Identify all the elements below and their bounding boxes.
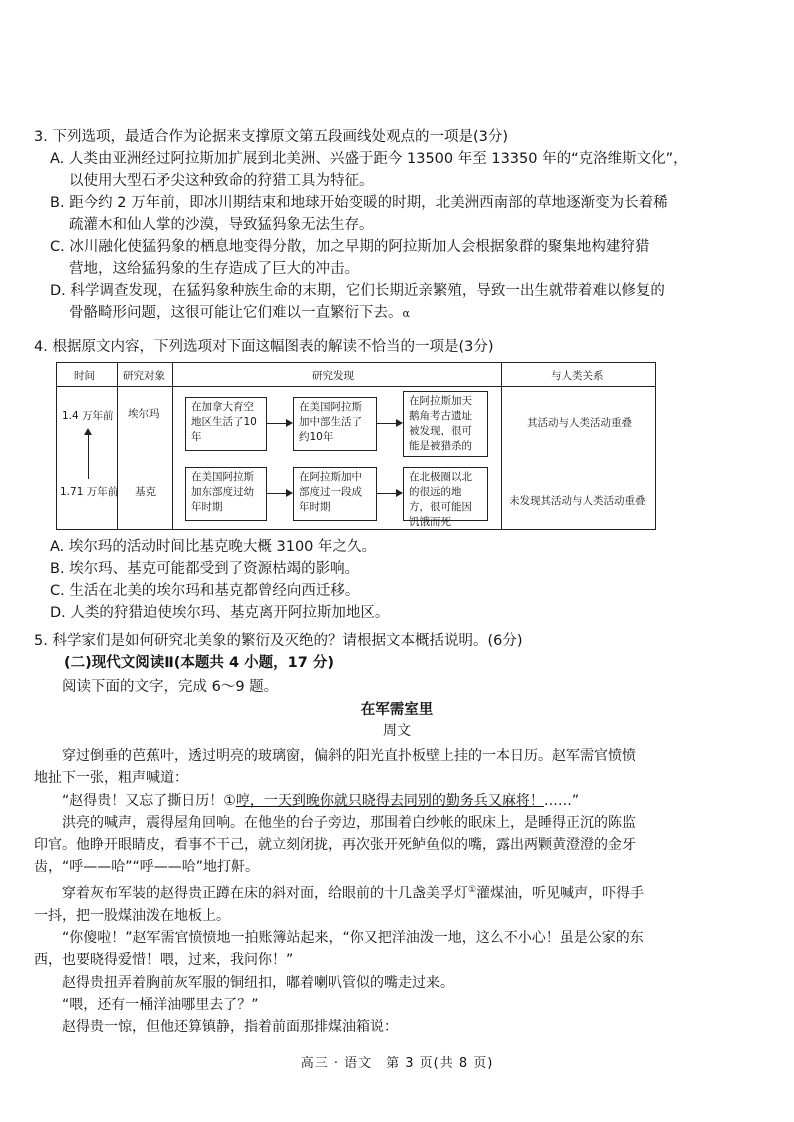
- section-title: (二)现代文阅读Ⅱ(本题共 4 小题，17 分): [64, 655, 334, 671]
- option-text: 人类的狩猎迫使埃尔玛、基克离开阿拉斯加地区。: [70, 605, 390, 621]
- option-c: C. 冰川融化使猛犸象的栖息地变得分散，加之早期的阿拉斯加人会根据象群的聚集地构建狩猎 营地，这给猛犸象的生存造成了巨大的冲击。: [34, 236, 760, 280]
- question-5: [34, 630, 760, 652]
- paragraph: “喂，还有一桶洋油哪里去了？”: [62, 996, 259, 1013]
- option-text: 人类由亚洲经过阿拉斯加扩展到北美洲、兴盛于距今 13500 年至 13350 年的“克洛维斯文化”，: [68, 151, 688, 167]
- annotation-mark: ①: [223, 792, 236, 809]
- option-text: 骨骼畸形问题，这很可能让它们难以一直繁衍下去。: [69, 305, 403, 321]
- option-text: 埃尔玛的活动时间比基克晚大概 3100 年之久。: [68, 539, 377, 555]
- option-d: D. 人类的狩猎迫使埃尔玛、基克离开阿拉斯加地区。: [50, 605, 390, 621]
- option-d: D. 科学调查发现，在猛犸象种族生命的末期，它们长期近亲繁殖，导致一出生就带着难以修复的 骨骼畸形问题，这很可能让它们难以一直繁衍下去。α: [50, 283, 665, 321]
- paragraph-line: 印官。他睁开眼睛皮，看事不干己，就立刻闭拢，再次张开死鲈鱼似的嘴，露出两颗黄澄澄的金牙: [34, 837, 636, 854]
- finding-box: 在阿拉斯加中部度过一段成年时期: [293, 467, 377, 521]
- time-top: 1.4 万年前: [62, 410, 114, 422]
- option-text: 冰川融化使猛犸象的栖息地变得分散，加之早期的阿拉斯加人会根据象群的聚集地构建狩猎: [69, 239, 650, 255]
- flow-arrow: [267, 423, 291, 424]
- page-footer: 高三 · 语文 第 3 页(共 8 页): [300, 1056, 494, 1071]
- paragraph-line: 一抖，把一股煤油泼在地板上。: [34, 907, 230, 924]
- option-text: 距今约 2 万年前，即冰川期结束和地球开始变暖的时期，北美洲西南部的草地逐渐变为长着稀: [69, 195, 668, 211]
- finding-box: 在北极圈以北的很远的地方，很可能因饥饿而死: [403, 467, 488, 521]
- relation-kik: 未发现其活动与人类活动重叠: [509, 495, 646, 507]
- paragraph: “赵得贵！又忘了撕日历！①哼，一天到晚你就只晓得去同别的勤务兵又麻将！……”: [62, 792, 580, 809]
- story-title: 在军需室里: [360, 702, 434, 718]
- subject-kik: 基克: [135, 486, 156, 498]
- question-stem: 3. 下列选项，最适合作为论据来支撑原文第五段画线处观点的一项是(3分): [34, 129, 508, 145]
- question-4-options: [34, 536, 760, 624]
- paragraph-line: 西，也要晓得爱惜！喂，过来，我问你！”: [34, 952, 294, 969]
- flow-arrow: [377, 493, 401, 494]
- header-relation: 与人类关系: [551, 370, 604, 382]
- flow-arrow: [377, 423, 401, 424]
- question-stem: 5. 科学家们是如何研究北美象的繁衍及灭绝的？请根据文本概括说明。(6分): [34, 633, 523, 649]
- finding-box: 在美国阿拉斯加中部生活了约10年: [293, 397, 377, 451]
- finding-box: 在加拿大育空地区生活了10年: [185, 397, 267, 451]
- story-author: 周文: [383, 723, 411, 739]
- option-c: C. 生活在北美的埃尔玛和基克都曾经向西迁移。: [50, 583, 360, 599]
- option-b: B. 埃尔玛、基克可能都受到了资源枯竭的影响。: [50, 561, 360, 577]
- research-table: [56, 362, 656, 530]
- paragraph-line: 地扯下一张，粗声喊道：: [34, 770, 188, 787]
- paragraph: 赵得贵一惊，但他还算镇静，指着前面那排煤油箱说：: [62, 1019, 398, 1036]
- option-text: 营地，这给猛犸象的生存造成了巨大的冲击。: [69, 261, 359, 277]
- option-a: A. 人类由亚洲经过阿拉斯加扩展到北美洲、兴盛于距今 13500 年至 13350 年的“克洛维斯文化”， 以使用大型石矛尖这种致命的狩猎工具为特征。: [34, 148, 760, 192]
- question-3: [34, 126, 760, 325]
- option-a: A. 埃尔玛的活动时间比基克晚大概 3100 年之久。: [50, 539, 377, 555]
- handwritten-mark: α: [402, 307, 410, 320]
- header-subject: 研究对象: [123, 370, 165, 382]
- question-stem: 4. 根据原文内容，下列选项对下面这幅图表的解读不恰当的一项是(3分): [34, 339, 494, 355]
- section-instruction: 阅读下面的文字，完成 6～9 题。: [62, 679, 279, 695]
- story-body: [34, 745, 760, 1039]
- option-text: 生活在北美的埃尔玛和基克都曾经向西迁移。: [69, 583, 360, 599]
- option-text: 科学调查发现，在猛犸象种族生命的末期，它们长期近亲繁殖，导致一出生就带着难以修复的: [70, 283, 665, 299]
- relation-elma: 其活动与人类活动重叠: [527, 417, 632, 429]
- header-time: 时间: [74, 370, 95, 382]
- underlined-sentence: 哼，一天到晚你就只晓得去同别的勤务兵又麻将！: [235, 792, 544, 809]
- paragraph: 穿过倒垂的芭蕉叶，透过明亮的玻璃窗，偏斜的阳光直扑板壁上挂的一本日历。赵军需官愤愤: [62, 748, 636, 764]
- option-text: 埃尔玛、基克可能都受到了资源枯竭的影响。: [69, 561, 360, 577]
- footnote-mark: ①: [468, 884, 477, 895]
- header-findings: 研究发现: [312, 370, 354, 382]
- time-arrow: [88, 431, 89, 479]
- question-4: [34, 336, 760, 358]
- paragraph: 洪亮的喊声，震得屋角回响。在他坐的台子旁边，那围着白纱帐的眠床上，是睡得正沉的陈监: [62, 814, 636, 831]
- option-b: B. 距今约 2 万年前，即冰川期结束和地球开始变暖的时期，北美洲西南部的草地逐渐变为长着稀 疏灌木和仙人掌的沙漠，导致猛犸象无法生存。: [34, 192, 760, 236]
- option-text: 疏灌木和仙人掌的沙漠，导致猛犸象无法生存。: [69, 217, 374, 233]
- option-text: 以使用大型石矛尖这种致命的狩猎工具为特征。: [69, 173, 374, 189]
- paragraph: 穿着灰布军装的赵得贵正蹲在床的斜对面，给眼前的十几盏美孚灯①灌煤油，听见喊声，吓得手: [62, 884, 645, 902]
- paragraph-line: 齿，“呼——哈”“呼——哈”地打鼾。: [34, 859, 260, 876]
- time-bottom: 1.71 万年前: [60, 486, 119, 498]
- finding-box: 在阿拉斯加天鹅角考古遗址被发现，很可能是被猎杀的: [403, 391, 488, 457]
- paragraph: “你傻啦！”赵军需官愤愤地一拍账簿站起来，“你又把洋油泼一地，这么不小心！虽是公家的东: [62, 930, 644, 947]
- finding-box: 在美国阿拉斯加东部度过幼年时期: [185, 467, 267, 521]
- subject-elma: 埃尔玛: [128, 408, 160, 420]
- paragraph: 赵得贵扭弄着胸前灰军服的铜纽扣，嘟着喇叭管似的嘴走过来。: [62, 974, 454, 991]
- flow-arrow: [267, 493, 291, 494]
